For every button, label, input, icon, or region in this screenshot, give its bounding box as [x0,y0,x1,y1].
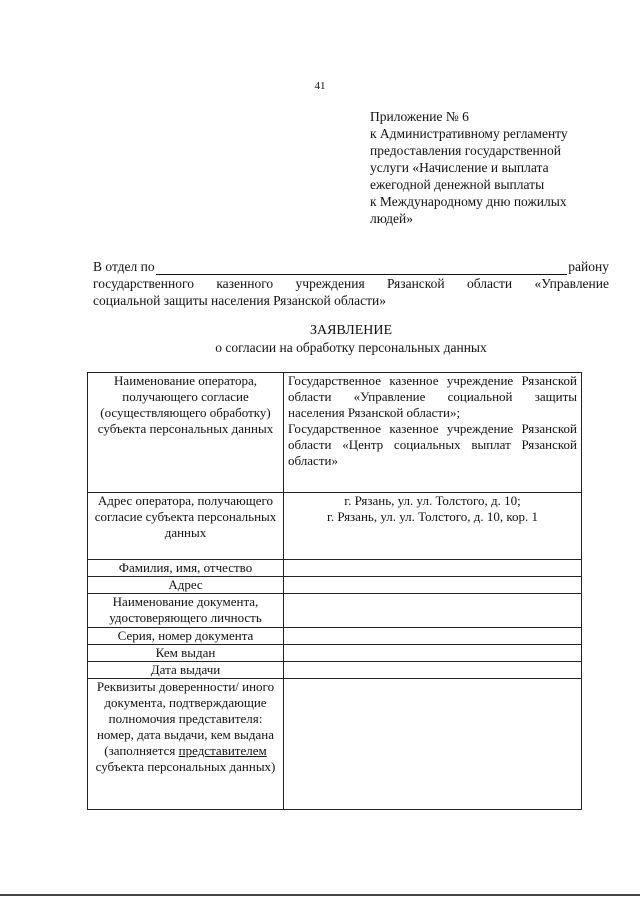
appendix-line: к Административному регламенту [370,126,568,141]
operator-name-value-1: Государственное казенное учреждение Рязанской области «Управление социальной защиты населения Рязанской области»; [288,373,577,420]
table-row [88,679,582,810]
issued-by-input[interactable] [284,645,582,662]
operator-address-value-1: г. Рязань, ул. ул. Толстого, д. 10; [344,493,521,508]
proxy-label-text: Реквизиты доверенности/ иного документа, подтверждающие полномочия представителя: номер, дата выдачи, кем выдана (заполняется [96,679,275,758]
operator-name-value-2: Государственное казенное учреждение Рязанской области «Центр социальных выплат Рязанской области» [288,421,577,468]
fio-input[interactable] [284,560,582,577]
addressee-suffix: району [568,259,609,274]
table-row [88,628,582,645]
addressee-line-2: государственного казенного учреждения Рязанской области «Управление [93,276,609,291]
proxy-label-underlined: представителем [178,743,267,758]
doc-number-input[interactable] [284,628,582,645]
document-title: ЗАЯВЛЕНИЕ [309,323,393,338]
table-row [88,577,582,594]
addressee-block [93,258,609,309]
proxy-label-text-end: субъекта персональных данных) [95,759,276,774]
appendix-line: ежегодной денежной выплаты [370,177,545,192]
appendix-line: услуги «Начисление и выплата [370,160,549,175]
doc-number-label: Серия, номер документа [88,628,284,645]
district-blank-field[interactable] [156,261,568,275]
page-number: 41 [314,80,326,92]
table-row [88,373,582,493]
operator-address-label: Адрес оператора, получающего согласие субъекта персональных данных [88,493,284,560]
table-row [88,493,582,560]
document-subtitle: о согласии на обработку персональных данных [215,340,487,355]
appendix-line: Приложение № 6 [370,109,469,124]
issue-date-label: Дата выдачи [88,662,284,679]
operator-address-value [284,493,582,560]
document-title-block [93,322,609,356]
table-row [88,662,582,679]
consent-table [87,372,582,810]
address-label: Адрес [88,577,284,594]
appendix-line: предоставления государственной [370,143,561,158]
doc-name-input[interactable] [284,594,582,628]
appendix-line: к Международному дню пожилых [370,194,567,209]
appendix-header [370,108,620,227]
doc-name-label: Наименование документа, удостоверяющего личность [88,594,284,628]
addressee-line-3: социальной защиты населения Рязанской области» [93,293,387,308]
table-row [88,560,582,577]
table-row [88,645,582,662]
issued-by-label: Кем выдан [88,645,284,662]
operator-name-label: Наименование оператора, получающего согласие (осуществляющего обработку) субъекта персональных данных [88,373,284,493]
proxy-details-label [88,679,284,810]
addressee-line [93,258,609,275]
appendix-line: людей» [370,211,413,226]
operator-address-value-2: г. Рязань, ул. ул. Толстого, д. 10, кор. 1 [326,509,539,524]
table-row [88,594,582,628]
issue-date-input[interactable] [284,662,582,679]
proxy-details-input[interactable] [284,679,582,810]
addressee-prefix: В отдел по [93,259,155,274]
address-input[interactable] [284,577,582,594]
fio-label: Фамилия, имя, отчество [88,560,284,577]
operator-name-value [284,373,582,493]
scan-edge-line [0,894,640,896]
